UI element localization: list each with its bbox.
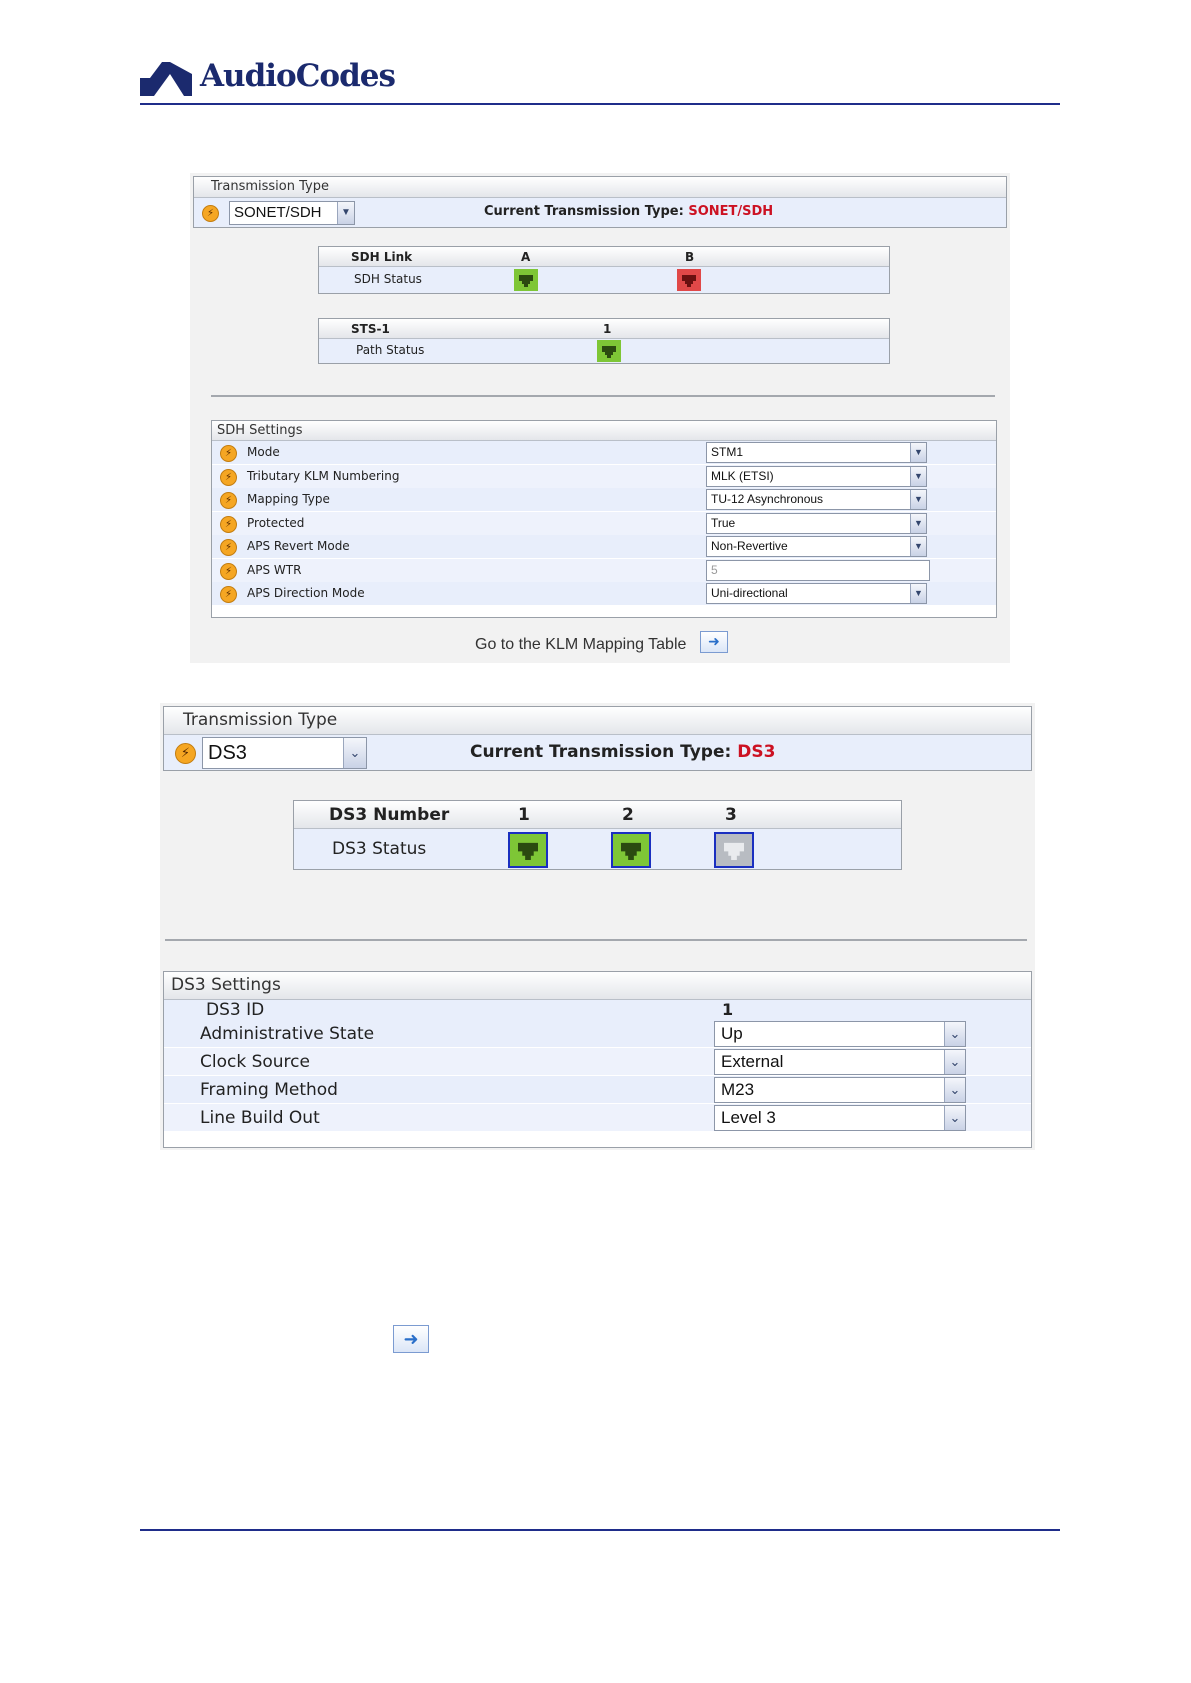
lightning-icon: ⚡ <box>220 445 237 462</box>
sts-col-1: 1 <box>603 322 612 336</box>
sdh-setting-value: STM1 <box>711 445 744 459</box>
chevron-down-icon[interactable]: ⌄ <box>343 738 366 768</box>
sdh-transmission-select[interactable] <box>229 201 355 225</box>
sdh-current-type-value: SONET/SDH <box>688 204 774 219</box>
ds3-current-type <box>470 742 775 762</box>
sdh-screenshot <box>190 173 1010 663</box>
port-down-icon[interactable] <box>677 269 701 291</box>
ds3-setting-value: Level 3 <box>721 1108 776 1127</box>
sdh-setting-row <box>212 559 996 582</box>
sdh-link-header-label: SDH Link <box>351 250 413 264</box>
header-rule <box>140 103 1060 105</box>
sdh-current-type <box>484 204 773 219</box>
ds3-setting-label: Framing Method <box>200 1080 338 1100</box>
ds3-setting-label: Clock Source <box>200 1052 310 1072</box>
lightning-icon: ⚡ <box>220 539 237 556</box>
ds3-transmission-title: Transmission Type <box>164 707 1031 735</box>
lightning-icon: ⚡ <box>220 492 237 509</box>
sdh-setting-label: Mapping Type <box>247 492 330 506</box>
sdh-transmission-row <box>194 198 1006 227</box>
sdh-setting-row <box>212 512 996 535</box>
sdh-current-type-label: Current Transmission Type: <box>484 204 684 219</box>
ds3-setting-value: M23 <box>721 1080 755 1099</box>
sdh-setting-label: Mode <box>247 445 280 459</box>
ds3-setting-value: Up <box>721 1024 743 1043</box>
ds3-setting-label: Administrative State <box>200 1024 375 1044</box>
ds3-transmission-select[interactable] <box>202 737 367 769</box>
ds3-setting-row <box>164 1020 1031 1047</box>
ds3-setting-select[interactable] <box>714 1049 966 1075</box>
sdh-setting-value: Uni-directional <box>711 586 788 600</box>
ds3-setting-row <box>164 1104 1031 1131</box>
sdh-status-label: SDH Status <box>354 272 422 286</box>
sdh-setting-row <box>212 582 996 605</box>
ds3-setting-select[interactable] <box>714 1105 966 1131</box>
ds3-id-label: DS3 ID <box>206 1000 265 1020</box>
ds3-setting-select[interactable] <box>714 1077 966 1103</box>
sdh-setting-value: Non-Revertive <box>711 539 788 553</box>
lightning-icon: ⚡ <box>220 469 237 486</box>
sts-table <box>318 318 890 364</box>
ds3-id-row <box>164 1000 1031 1020</box>
chevron-down-icon[interactable]: ▼ <box>910 584 926 603</box>
sdh-setting-select[interactable] <box>706 583 927 604</box>
audiocodes-logo-icon <box>140 56 192 96</box>
sdh-setting-label: Tributary KLM Numbering <box>247 468 400 483</box>
sdh-setting-select[interactable] <box>706 466 927 487</box>
ds3-col-2: 2 <box>622 805 634 825</box>
sdh-link-header <box>319 247 889 267</box>
sdh-setting-row <box>212 535 996 558</box>
sdh-transmission-box <box>193 176 1007 228</box>
sdh-setting-input[interactable] <box>706 560 930 581</box>
ds3-separator <box>165 939 1027 941</box>
port-off-icon[interactable] <box>714 832 754 868</box>
ds3-setting-value: External <box>721 1052 784 1071</box>
port-up-icon[interactable] <box>611 832 651 868</box>
sdh-link-col-a: A <box>521 250 531 264</box>
audiocodes-logo <box>140 54 395 98</box>
ds3-status-row <box>294 829 901 869</box>
ds3-settings-title: DS3 Settings <box>164 972 1031 1000</box>
ds3-transmission-select-value: DS3 <box>208 742 247 764</box>
ds3-number-table <box>293 800 902 870</box>
lightning-icon: ⚡ <box>220 586 237 603</box>
ds3-transmission-box <box>163 706 1032 771</box>
sdh-setting-value: True <box>711 515 736 530</box>
sdh-status-row <box>319 267 889 293</box>
arrow-right-icon[interactable]: ➜ <box>700 631 728 653</box>
sdh-setting-value: MLK (ETSI) <box>711 468 774 483</box>
sdh-setting-select[interactable] <box>706 513 927 534</box>
klm-mapping-link[interactable]: Go to the KLM Mapping Table <box>475 636 687 653</box>
ds3-current-type-label: Current Transmission Type: <box>470 742 732 762</box>
lightning-icon: ⚡ <box>220 563 237 580</box>
sdh-setting-label: APS Direction Mode <box>247 586 365 600</box>
sdh-setting-value: TU-12 Asynchronous <box>711 492 824 506</box>
sdh-setting-value: 5 <box>711 562 718 577</box>
arrow-right-icon: ➜ <box>393 1325 429 1353</box>
sdh-setting-select[interactable] <box>706 489 927 510</box>
chevron-down-icon[interactable]: ▼ <box>910 443 926 462</box>
chevron-down-icon[interactable]: ▼ <box>337 202 354 224</box>
sdh-setting-row <box>212 488 996 511</box>
chevron-down-icon[interactable]: ⌄ <box>944 1078 965 1102</box>
sdh-setting-select[interactable] <box>706 536 927 557</box>
port-up-icon[interactable] <box>508 832 548 868</box>
port-up-icon[interactable] <box>514 269 538 291</box>
sdh-setting-row <box>212 441 996 464</box>
ds3-number-header-label: DS3 Number <box>329 805 450 825</box>
lightning-icon: ⚡ <box>202 205 219 222</box>
chevron-down-icon[interactable]: ▼ <box>910 467 926 486</box>
path-status-label: Path Status <box>356 343 425 357</box>
chevron-down-icon[interactable]: ⌄ <box>944 1050 965 1074</box>
chevron-down-icon[interactable]: ⌄ <box>944 1022 965 1046</box>
chevron-down-icon[interactable]: ▼ <box>910 514 926 533</box>
ds3-col-1: 1 <box>518 805 530 825</box>
ds3-number-header <box>294 801 901 829</box>
chevron-down-icon[interactable]: ⌄ <box>944 1106 965 1130</box>
sdh-settings-title: SDH Settings <box>212 421 996 441</box>
footer-rule <box>140 1529 1060 1531</box>
ds3-setting-select[interactable] <box>714 1021 966 1047</box>
sdh-setting-select[interactable] <box>706 442 927 463</box>
sdh-setting-row <box>212 465 996 488</box>
ds3-current-type-value: DS3 <box>737 742 776 762</box>
sdh-link-col-b: B <box>685 250 695 264</box>
sdh-transmission-title: Transmission Type <box>194 177 1006 198</box>
sdh-link-table <box>318 246 890 294</box>
ds3-status-label: DS3 Status <box>332 839 427 859</box>
port-up-icon[interactable] <box>597 340 621 362</box>
sdh-settings-box <box>211 420 997 618</box>
ds3-transmission-row <box>164 735 1031 770</box>
ds3-setting-row <box>164 1048 1031 1075</box>
sts-header-label: STS-1 <box>351 322 390 336</box>
sdh-transmission-select-value: SONET/SDH <box>234 204 322 221</box>
ds3-screenshot <box>160 703 1035 1150</box>
ds3-id-value: 1 <box>722 1000 734 1019</box>
brand-name: AudioCodes <box>200 58 395 94</box>
sdh-setting-label: Protected <box>247 515 305 530</box>
lightning-icon: ⚡ <box>175 743 196 764</box>
sdh-setting-label: APS Revert Mode <box>247 539 350 553</box>
ds3-setting-row <box>164 1076 1031 1103</box>
sdh-separator <box>211 395 995 397</box>
chevron-down-icon[interactable]: ▼ <box>910 490 926 509</box>
ds3-col-3: 3 <box>725 805 737 825</box>
ds3-setting-label: Line Build Out <box>200 1108 320 1128</box>
chevron-down-icon[interactable]: ▼ <box>910 537 926 556</box>
lightning-icon: ⚡ <box>220 516 237 533</box>
ds3-settings-box <box>163 971 1032 1148</box>
sts-header <box>319 319 889 339</box>
sdh-setting-label: APS WTR <box>247 562 302 577</box>
path-status-row <box>319 339 889 363</box>
